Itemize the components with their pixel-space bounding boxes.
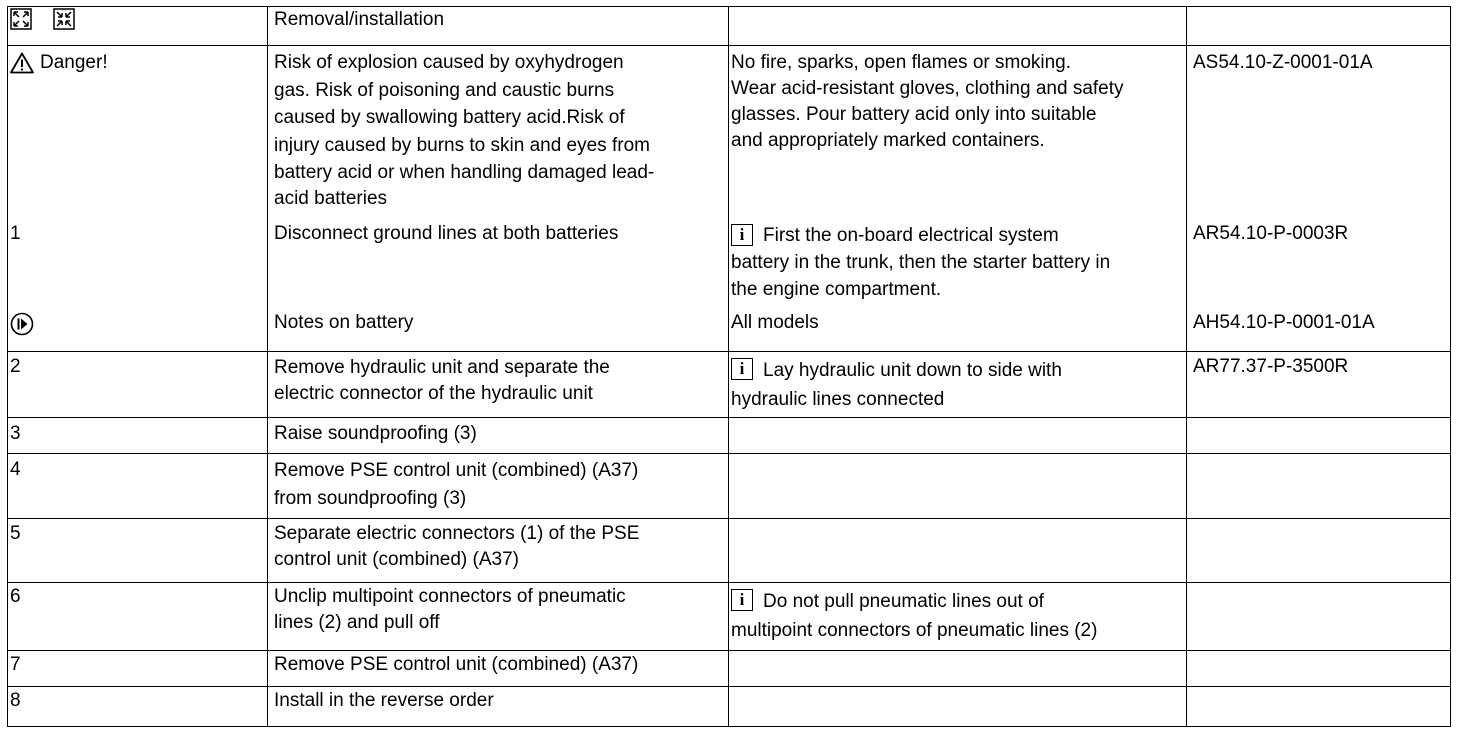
step-number: 1 — [10, 223, 21, 244]
step-text — [274, 521, 639, 573]
danger-description-line: Risk of explosion caused by oxyhydrogen — [274, 52, 624, 73]
info-icon: i — [731, 589, 753, 611]
danger-measures-line: No fire, sparks, open flames or smoking. — [731, 52, 1072, 73]
info-icon: i — [731, 224, 753, 246]
step-note-line: battery in the trunk, then the starter battery in — [731, 252, 1111, 273]
notes-ref[interactable]: AH54.10-P-0001-01A — [1193, 312, 1375, 333]
danger-label: Danger! — [40, 52, 108, 73]
step-text: Remove PSE control unit (combined) (A37) — [274, 654, 639, 675]
step-note — [731, 587, 1097, 645]
row-divider — [7, 686, 1451, 687]
step-text — [274, 457, 638, 513]
expand-icon[interactable] — [10, 8, 32, 38]
step-text: Disconnect ground lines at both batteries — [274, 223, 619, 244]
col-divider — [728, 6, 729, 727]
step-note-line: the engine compartment. — [731, 279, 942, 300]
danger-ref[interactable]: AS54.10-Z-0001-01A — [1193, 52, 1373, 73]
danger-description-line: injury caused by burns to skin and eyes from — [274, 134, 650, 156]
step-text-line: from soundproofing (3) — [274, 488, 467, 509]
step-number: 8 — [10, 690, 21, 711]
step-number: 6 — [10, 586, 21, 607]
danger-measures — [731, 50, 1124, 154]
header-icons — [10, 8, 81, 38]
step-note-line: multipoint connectors of pneumatic lines (2) — [731, 620, 1098, 641]
step-number: 5 — [10, 523, 21, 544]
row-divider — [7, 45, 1451, 46]
step-number: 2 — [10, 356, 21, 377]
danger-description-line: acid batteries — [274, 188, 388, 209]
step-text: Raise soundproofing (3) — [274, 423, 477, 444]
danger-measures-line: and appropriately marked containers. — [731, 130, 1045, 151]
step-note-line: Lay hydraulic unit down to side with — [763, 360, 1062, 381]
row-divider — [7, 453, 1451, 454]
danger-description — [274, 50, 654, 212]
header-title: Removal/installation — [274, 9, 445, 30]
danger-description-line: gas. Risk of poisoning and caustic burns — [274, 79, 615, 101]
step-text-line: Unclip multipoint connectors of pneumatic — [274, 586, 626, 607]
step-text — [274, 584, 626, 636]
step-text-line: Separate electric connectors (1) of the PSE — [274, 523, 640, 544]
procedure-table — [7, 6, 1451, 727]
step-text-line: electric connector of the hydraulic unit — [274, 383, 593, 404]
row-divider — [7, 417, 1451, 418]
row-divider — [7, 518, 1451, 519]
step-text-line: control unit (combined) (A37) — [274, 549, 519, 570]
step-note-line: First the on-board electrical system — [763, 225, 1059, 246]
collapse-icon[interactable] — [53, 8, 75, 38]
row-divider — [7, 726, 1451, 727]
step-text — [274, 355, 610, 407]
danger-measures-line: glasses. Pour battery acid only into suitable — [731, 104, 1097, 125]
step-number: 7 — [10, 654, 21, 675]
row-divider — [7, 650, 1451, 651]
col-divider — [1450, 6, 1451, 727]
row-divider — [7, 582, 1451, 583]
step-text: Install in the reverse order — [274, 690, 494, 711]
col-divider — [7, 6, 8, 727]
danger-description-line: battery acid or when handling damaged lead- — [274, 162, 655, 183]
warning-triangle-icon — [10, 52, 34, 82]
step-note — [731, 222, 1110, 303]
circled-arrow-icon — [10, 312, 34, 344]
step-ref[interactable]: AR54.10-P-0003R — [1193, 223, 1349, 244]
notes-icon-cell — [10, 310, 34, 344]
row-divider — [7, 6, 1451, 7]
step-number: 3 — [10, 423, 21, 444]
col-divider — [1186, 6, 1187, 727]
step-ref[interactable]: AR77.37-P-3500R — [1193, 356, 1349, 377]
row-divider — [7, 351, 1451, 352]
step-text-line: Remove PSE control unit (combined) (A37) — [274, 460, 639, 481]
danger-label-cell — [10, 50, 108, 82]
danger-description-line: caused by swallowing battery acid.Risk of — [274, 107, 625, 128]
step-text-line: Remove hydraulic unit and separate the — [274, 357, 610, 378]
step-note-line: hydraulic lines connected — [731, 389, 945, 410]
col-divider — [267, 6, 268, 727]
step-note-line: Do not pull pneumatic lines out of — [763, 591, 1044, 612]
step-text-line: lines (2) and pull off — [274, 612, 440, 633]
notes-scope: All models — [731, 312, 819, 333]
notes-text[interactable]: Notes on battery — [274, 312, 414, 333]
info-icon: i — [731, 358, 753, 380]
step-number: 4 — [10, 459, 21, 480]
danger-measures-line: Wear acid-resistant gloves, clothing and safety — [731, 78, 1124, 99]
step-note — [731, 356, 1062, 414]
